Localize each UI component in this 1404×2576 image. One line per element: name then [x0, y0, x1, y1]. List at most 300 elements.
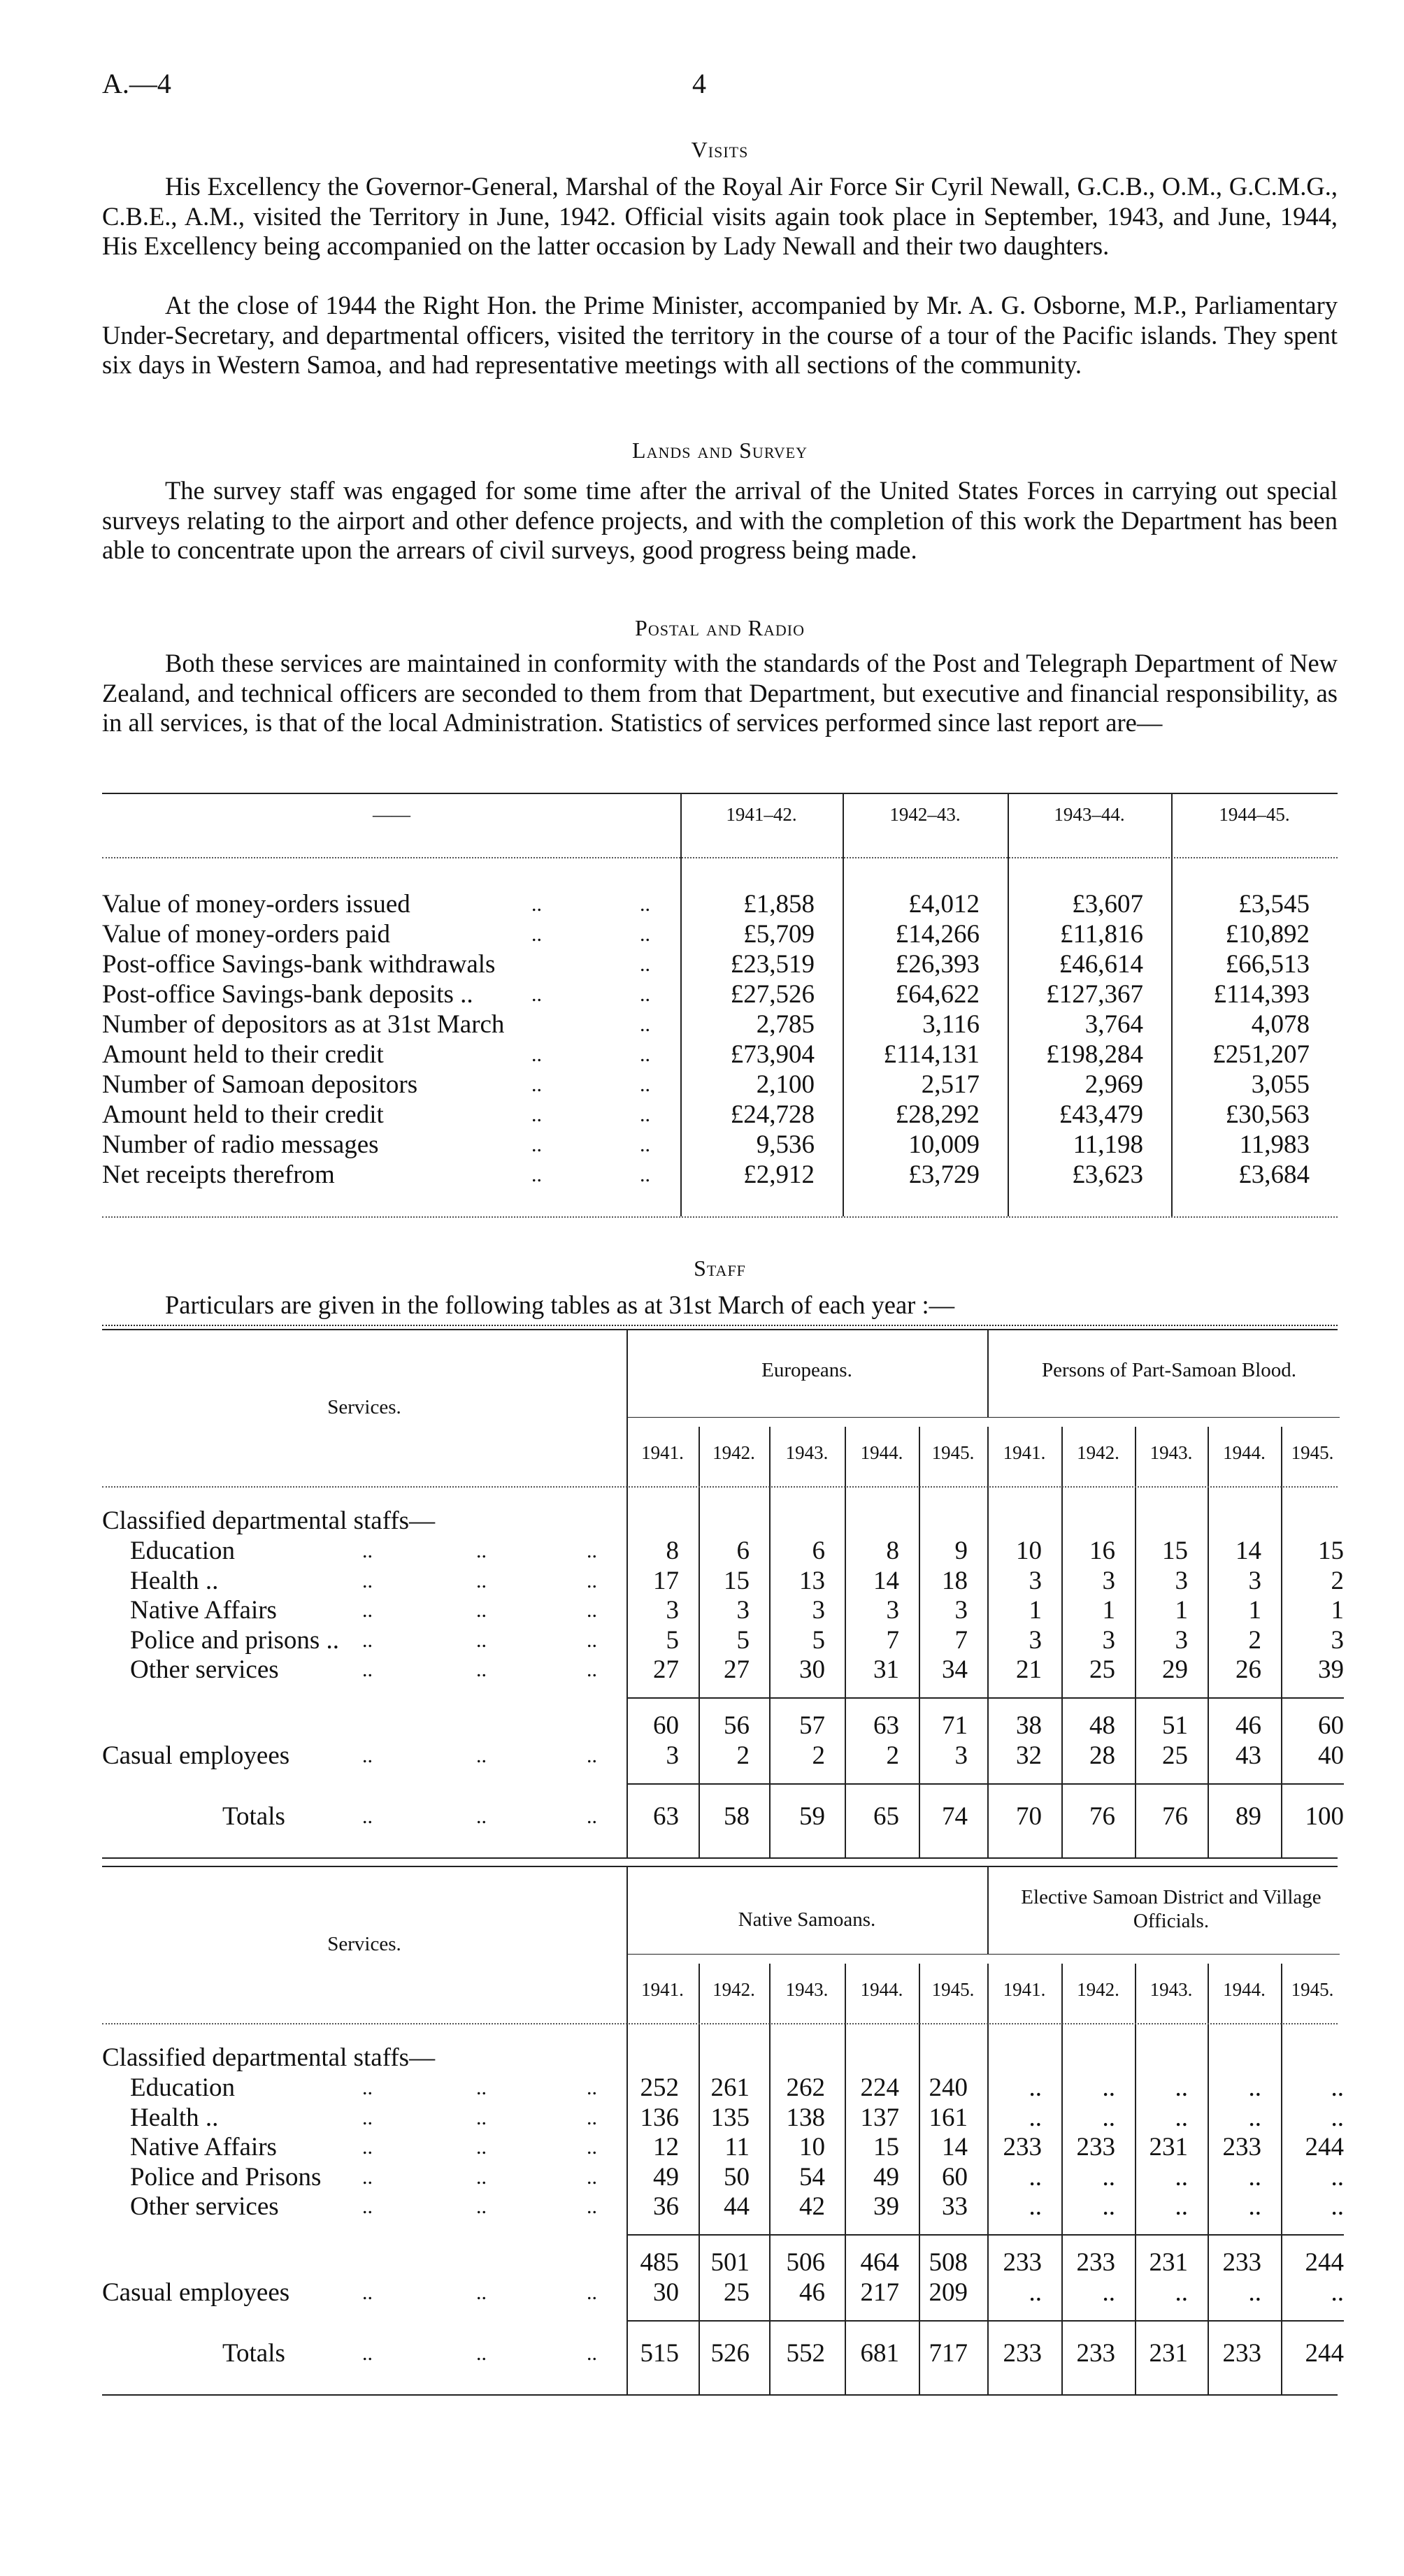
table-cell: 2	[1331, 1566, 1344, 1595]
table-cell: 100	[1305, 1802, 1344, 1831]
dot-leader: ..	[587, 2195, 597, 2218]
dot-leader: ..	[362, 2195, 373, 2218]
table-cell: 8	[886, 1537, 899, 1565]
table-cell: £14,266	[895, 920, 980, 949]
dot-leader: ..	[362, 1539, 373, 1562]
table-cell: ..	[1175, 2073, 1188, 2102]
table-cell: ..	[1331, 2162, 1344, 2192]
table-cell: 14	[1235, 1537, 1261, 1565]
row-label: Casual employees	[102, 2278, 290, 2307]
table-cell: 16	[1089, 1537, 1115, 1565]
table-cell: 233	[1222, 2133, 1261, 2161]
table-cell: £3,607	[1072, 890, 1143, 919]
dot-leader: ..	[587, 2165, 597, 2189]
table-cell: 11,198	[1073, 1130, 1143, 1159]
table-cell: 32	[1016, 1741, 1042, 1770]
corner-dash: ——	[373, 804, 410, 825]
table-cell: 233	[1003, 2339, 1042, 2368]
table-cell: 240	[929, 2073, 968, 2102]
dot-leader: ..	[640, 1133, 650, 1156]
row-label: Value of money-orders paid	[102, 920, 391, 949]
table-cell: 3	[1175, 1566, 1188, 1595]
table-cell: ..	[1175, 2192, 1188, 2221]
table-header-rule	[102, 857, 1338, 858]
table-cell: 464	[860, 2248, 899, 2277]
table-cell: 1	[1331, 1596, 1344, 1625]
table-cell: 27	[653, 1655, 679, 1684]
row-label: Other services	[130, 1655, 279, 1684]
table-cell: 233	[1222, 2248, 1261, 2277]
table-bottom-rule	[102, 1216, 1338, 1218]
year-header: 1941.	[641, 1442, 684, 1463]
dot-leader: ..	[587, 1658, 597, 1681]
table-cell: 7	[954, 1625, 968, 1655]
table-cell: ..	[1331, 2192, 1344, 2221]
year-header: 1945.	[931, 1979, 975, 2000]
dot-leader: ..	[362, 1628, 373, 1652]
table-cell: 12	[653, 2133, 679, 2161]
dot-leader: ..	[362, 2076, 373, 2099]
table-cell: 10,009	[908, 1130, 980, 1159]
dot-leader: ..	[362, 1569, 373, 1592]
year-header: 1944.	[1223, 1442, 1266, 1463]
year-header: 1942.	[712, 1979, 755, 2000]
table-cell: 10	[1016, 1537, 1042, 1565]
dot-leader: ..	[531, 983, 542, 1006]
table-cell: £66,513	[1225, 950, 1310, 979]
dot-leader: ..	[476, 1744, 487, 1767]
dot-leader: ..	[531, 1163, 542, 1186]
table-cell: 161	[929, 2103, 968, 2132]
table-cell: £27,526	[730, 980, 815, 1009]
table-cell: 508	[929, 2248, 968, 2277]
table-cell: 137	[860, 2103, 899, 2132]
table-cell: 233	[1222, 2339, 1261, 2368]
row-label: Police and Prisons	[130, 2162, 322, 2192]
table-cell: 209	[929, 2278, 968, 2307]
dot-leader: ..	[531, 893, 542, 916]
table-cell: 56	[724, 1711, 750, 1740]
table-cell: 515	[640, 2339, 679, 2368]
table-cell: 233	[1003, 2133, 1042, 2161]
table-cell: 14	[873, 1566, 899, 1595]
dot-leader: ..	[476, 1539, 487, 1562]
row-label: Education	[130, 2073, 236, 2102]
section-heading-visits: Visits	[691, 137, 749, 162]
table-cell: ..	[1331, 2103, 1344, 2132]
table-cell: 60	[942, 2162, 968, 2192]
column-header: 1942–43.	[889, 804, 961, 825]
table-cell: £251,207	[1212, 1040, 1310, 1069]
group-header: Elective Samoan District and Village Officials.	[1021, 1886, 1321, 1932]
dot-leader: ..	[362, 2342, 373, 2365]
table-cell: 14	[942, 2133, 968, 2161]
table-cell: 25	[1162, 1741, 1188, 1770]
year-header: 1944.	[860, 1442, 903, 1463]
year-header: 1942.	[712, 1442, 755, 1463]
dot-leader: ..	[531, 1073, 542, 1096]
year-header: 1943.	[1149, 1442, 1193, 1463]
header-rule	[102, 2023, 1338, 2024]
table-cell: 3	[954, 1596, 968, 1625]
dot-leader: ..	[476, 2342, 487, 2365]
table-cell: £23,519	[730, 950, 815, 979]
table-cell: 261	[710, 2073, 750, 2102]
year-header: 1942.	[1077, 1442, 1119, 1463]
table-cell: ..	[1102, 2073, 1115, 2102]
row-label: Number of radio messages	[102, 1130, 379, 1159]
table-cell: £3,684	[1238, 1160, 1310, 1189]
table-cell: 1	[1029, 1596, 1042, 1625]
table-cell: 3	[1248, 1566, 1261, 1595]
table-cell: 30	[799, 1655, 825, 1684]
table-cell: 49	[873, 2162, 899, 2192]
row-label: Number of depositors as at 31st March	[102, 1010, 505, 1039]
year-header: 1941.	[1003, 1979, 1046, 2000]
table-cell: 60	[1318, 1711, 1344, 1740]
table-cell: 17	[653, 1566, 679, 1595]
dot-leader: ..	[362, 1744, 373, 1767]
table-cell: 233	[1003, 2248, 1042, 2277]
table-cell: ..	[1102, 2278, 1115, 2307]
year-header: 1941.	[1003, 1442, 1046, 1463]
dot-leader: ..	[362, 1599, 373, 1622]
table-top-rule	[102, 1325, 1338, 1326]
table-cell: 65	[873, 1802, 899, 1831]
table-cell: 1	[1175, 1596, 1188, 1625]
table-cell: £64,622	[895, 980, 980, 1009]
dot-leader: ..	[587, 2136, 597, 2159]
dot-leader: ..	[640, 983, 650, 1006]
table-cell: 11	[724, 2133, 750, 2161]
table-cell: ..	[1102, 2162, 1115, 2192]
table-cell: 233	[1076, 2339, 1115, 2368]
table-cell: 89	[1235, 1802, 1261, 1831]
table-cell: 244	[1305, 2133, 1344, 2161]
dot-leader: ..	[587, 2281, 597, 2304]
dot-leader: ..	[476, 2195, 487, 2218]
table-cell: 5	[812, 1625, 825, 1655]
table-cell: ..	[1248, 2278, 1261, 2307]
year-header: 1945.	[1291, 1442, 1334, 1463]
table-cell: 13	[799, 1566, 825, 1595]
table-cell: 6	[736, 1537, 750, 1565]
table-cell: 3,764	[1084, 1010, 1143, 1039]
group-header: Persons of Part-Samoan Blood.	[1041, 1359, 1297, 1381]
table-bottom-rule	[102, 2394, 1338, 2396]
page-reference: A.—4	[102, 68, 171, 99]
table-cell: 485	[640, 2248, 679, 2277]
table-cell: 36	[653, 2192, 679, 2221]
table-top-rule	[102, 793, 1338, 794]
table-cell: ..	[1029, 2103, 1042, 2132]
table-cell: 27	[724, 1655, 750, 1684]
dot-leader: ..	[531, 1103, 542, 1126]
table-cell: 3	[1029, 1566, 1042, 1595]
table-cell: 252	[640, 2073, 679, 2102]
table-cell: ..	[1102, 2103, 1115, 2132]
table-cell: ..	[1175, 2162, 1188, 2192]
dot-leader: ..	[587, 1805, 597, 1828]
table-cell: 51	[1162, 1711, 1188, 1740]
row-label: Health ..	[130, 2103, 219, 2132]
table-cell: ..	[1029, 2162, 1042, 2192]
dot-leader: ..	[362, 1805, 373, 1828]
column-header: 1941–42.	[726, 804, 797, 825]
dot-leader: ..	[476, 2106, 487, 2129]
dot-leader: ..	[587, 2106, 597, 2129]
table-cell: ..	[1248, 2162, 1261, 2192]
table-cell: 135	[710, 2103, 750, 2132]
page-number: 4	[692, 68, 706, 99]
table-cell: 244	[1305, 2248, 1344, 2277]
table-cell: 2,100	[756, 1070, 815, 1099]
table-cell: 33	[942, 2192, 968, 2221]
table-cell: 3	[954, 1741, 968, 1770]
year-header: 1945.	[1291, 1979, 1334, 2000]
table-cell: £30,563	[1225, 1100, 1310, 1129]
table-cell: 2,785	[756, 1010, 815, 1039]
group-underline	[626, 1954, 1340, 1955]
table-cell: £73,904	[730, 1040, 815, 1069]
table-cell: 136	[640, 2103, 679, 2132]
table-cell: 38	[1016, 1711, 1042, 1740]
dot-leader: ..	[587, 1599, 597, 1622]
table-top-rule	[102, 1329, 1338, 1330]
year-header: 1945.	[931, 1442, 975, 1463]
table-cell: 231	[1149, 2133, 1188, 2161]
table-cell: 70	[1016, 1802, 1042, 1831]
table-top-rule	[102, 1866, 1338, 1867]
table-cell: ..	[1102, 2192, 1115, 2221]
table-cell: ..	[1248, 2073, 1261, 2102]
table-cell: 3	[666, 1741, 679, 1770]
table-cell: £24,728	[730, 1100, 815, 1129]
table-cell: £5,709	[743, 920, 815, 949]
table-cell: 231	[1149, 2248, 1188, 2277]
table-cell: 15	[1318, 1537, 1344, 1565]
table-cell: 2	[736, 1741, 750, 1770]
table-cell: ..	[1331, 2278, 1344, 2307]
table-cell: £11,816	[1060, 920, 1143, 949]
table-cell: ..	[1029, 2278, 1042, 2307]
dot-leader: ..	[640, 1043, 650, 1066]
table-cell: ..	[1248, 2192, 1261, 2221]
dot-leader: ..	[587, 1744, 597, 1767]
row-label: Native Affairs	[130, 2133, 277, 2161]
dot-leader: ..	[476, 1599, 487, 1622]
dot-leader: ..	[476, 1628, 487, 1652]
column-header: 1944–45.	[1219, 804, 1290, 825]
table-cell: 717	[929, 2339, 968, 2368]
table-cell: 2	[812, 1741, 825, 1770]
row-label: Health ..	[130, 1566, 219, 1595]
dot-leader: ..	[587, 2342, 597, 2365]
table-cell: 3	[736, 1596, 750, 1625]
table-cell: £46,614	[1059, 950, 1143, 979]
table-cell: 18	[942, 1566, 968, 1595]
subtotal-rule	[626, 1697, 1344, 1699]
row-label: Number of Samoan depositors	[102, 1070, 418, 1099]
table-cell: ..	[1175, 2278, 1188, 2307]
table-cell: 40	[1318, 1741, 1344, 1770]
header-rule	[102, 1486, 1338, 1488]
dot-leader: ..	[476, 2136, 487, 2159]
table-cell: 3,055	[1251, 1070, 1310, 1099]
table-cell: 681	[860, 2339, 899, 2368]
table-cell: 46	[1235, 1711, 1261, 1740]
staff-intro: Particulars are given in the following tables as at 31st March of each year :—	[165, 1290, 955, 1319]
row-label: Education	[130, 1537, 236, 1565]
dot-leader: ..	[531, 1133, 542, 1156]
table-cell: 3	[1102, 1625, 1115, 1655]
paragraph: The survey staff was engaged for some time after the arrival of the United States Forces in carrying out special surveys relating to the airport and other defence projects, and with the completion of this work the Department has been able to concentrate upon the arrears of civil surveys, good progress being made.	[102, 476, 1338, 564]
table-cell: 8	[666, 1537, 679, 1565]
table-cell: 501	[710, 2248, 750, 2277]
table-cell: 2,969	[1084, 1070, 1143, 1099]
table-cell: £4,012	[908, 890, 980, 919]
year-header: 1943.	[785, 1979, 829, 2000]
dot-leader: ..	[640, 953, 650, 976]
row-label: Totals	[222, 1802, 285, 1831]
table-cell: £114,393	[1213, 980, 1310, 1009]
table-cell: 233	[1076, 2248, 1115, 2277]
dot-leader: ..	[531, 1043, 542, 1066]
dot-leader: ..	[362, 2281, 373, 2304]
table-cell: 233	[1076, 2133, 1115, 2161]
services-header: Services.	[327, 1933, 401, 1955]
table-cell: 25	[1089, 1655, 1115, 1684]
section-heading-staff: Staff	[694, 1255, 746, 1281]
dot-leader: ..	[362, 2136, 373, 2159]
table-cell: £3,545	[1238, 890, 1310, 919]
dot-leader: ..	[640, 1163, 650, 1186]
year-header: 1943.	[1149, 1979, 1193, 2000]
year-header: 1944.	[860, 1979, 903, 2000]
table-cell: 57	[799, 1711, 825, 1740]
dot-leader: ..	[362, 2106, 373, 2129]
table-cell: £28,292	[895, 1100, 980, 1129]
dot-leader: ..	[476, 1658, 487, 1681]
table-cell: 6	[812, 1537, 825, 1565]
totals-rule	[626, 1783, 1344, 1785]
table-cell: 71	[942, 1711, 968, 1740]
table-cell: 58	[724, 1802, 750, 1831]
table-cell: 2,517	[921, 1070, 980, 1099]
table-cell: 244	[1305, 2339, 1344, 2368]
table-cell: £1,858	[743, 890, 815, 919]
dot-leader: ..	[587, 1628, 597, 1652]
row-label: Amount held to their credit	[102, 1100, 384, 1129]
table-cell: 1	[1102, 1596, 1115, 1625]
table-cell: 74	[942, 1802, 968, 1831]
table-cell: 50	[724, 2162, 750, 2192]
table-cell: 3	[886, 1596, 899, 1625]
table-cell: 9,536	[756, 1130, 815, 1159]
dot-leader: ..	[476, 2076, 487, 2099]
table-cell: 25	[724, 2278, 750, 2307]
table-cell: 15	[873, 2133, 899, 2161]
group-header: Europeans.	[761, 1359, 852, 1381]
table-cell: 46	[799, 2278, 825, 2307]
table-cell: 10	[799, 2133, 825, 2161]
services-header: Services.	[327, 1396, 401, 1418]
table-cell: 138	[786, 2103, 825, 2132]
table-cell: ..	[1175, 2103, 1188, 2132]
table-cell: ..	[1331, 2073, 1344, 2102]
dot-leader: ..	[640, 1013, 650, 1036]
table-cell: 3	[1029, 1625, 1042, 1655]
dot-leader: ..	[476, 1805, 487, 1828]
row-label: Police and prisons ..	[130, 1625, 340, 1655]
dot-leader: ..	[640, 1073, 650, 1096]
row-label: Net receipts therefrom	[102, 1160, 335, 1189]
dot-leader: ..	[640, 893, 650, 916]
dot-leader: ..	[531, 923, 542, 946]
table-cell: 1	[1248, 1596, 1261, 1625]
table-cell: 2	[1248, 1625, 1261, 1655]
dot-leader: ..	[476, 1569, 487, 1592]
dot-leader: ..	[476, 2281, 487, 2304]
table-cell: 30	[653, 2278, 679, 2307]
table-cell: 552	[786, 2339, 825, 2368]
table-cell: 15	[1162, 1537, 1188, 1565]
table-cell: 54	[799, 2162, 825, 2192]
table-cell: 231	[1149, 2339, 1188, 2368]
table-cell: 29	[1162, 1655, 1188, 1684]
table-cell: ..	[1029, 2192, 1042, 2221]
table-cell: £198,284	[1046, 1040, 1143, 1069]
table-cell: 31	[873, 1655, 899, 1684]
table-cell: ..	[1248, 2103, 1261, 2132]
table-cell: 526	[710, 2339, 750, 2368]
table-cell: ..	[1029, 2073, 1042, 2102]
group-divider	[987, 1866, 989, 1954]
table-cell: £3,623	[1072, 1160, 1143, 1189]
dot-leader: ..	[640, 1103, 650, 1126]
year-header: 1943.	[785, 1442, 829, 1463]
table-cell: 3	[666, 1596, 679, 1625]
table-cell: £3,729	[908, 1160, 980, 1189]
group-header: Native Samoans.	[738, 1908, 876, 1931]
table-cell: 9	[954, 1537, 968, 1565]
table-cell: 26	[1235, 1655, 1261, 1684]
table-cell: 34	[942, 1655, 968, 1684]
section-heading-lands-and-survey: Lands and Survey	[632, 438, 808, 463]
subtotal-rule	[626, 2234, 1344, 2236]
group-underline	[626, 1417, 1340, 1418]
table-cell: £43,479	[1059, 1100, 1143, 1129]
dot-leader: ..	[640, 923, 650, 946]
row-label: Amount held to their credit	[102, 1040, 384, 1069]
table-cell: 76	[1089, 1802, 1115, 1831]
table-cell: 44	[724, 2192, 750, 2221]
table-cell: 3	[1102, 1566, 1115, 1595]
table-cell: 3	[812, 1596, 825, 1625]
dot-leader: ..	[587, 1569, 597, 1592]
group-divider	[987, 1329, 989, 1417]
table-cell: 63	[873, 1711, 899, 1740]
table-bottom-rule	[102, 1857, 1338, 1859]
table-cell: £10,892	[1225, 920, 1310, 949]
table-cell: 3	[1331, 1625, 1344, 1655]
year-header: 1942.	[1077, 1979, 1119, 2000]
table-cell: £2,912	[743, 1160, 815, 1189]
table-cell: 76	[1162, 1802, 1188, 1831]
table-cell: £127,367	[1046, 980, 1143, 1009]
dot-leader: ..	[587, 1539, 597, 1562]
row-label: Post-office Savings-bank deposits ..	[102, 980, 473, 1009]
